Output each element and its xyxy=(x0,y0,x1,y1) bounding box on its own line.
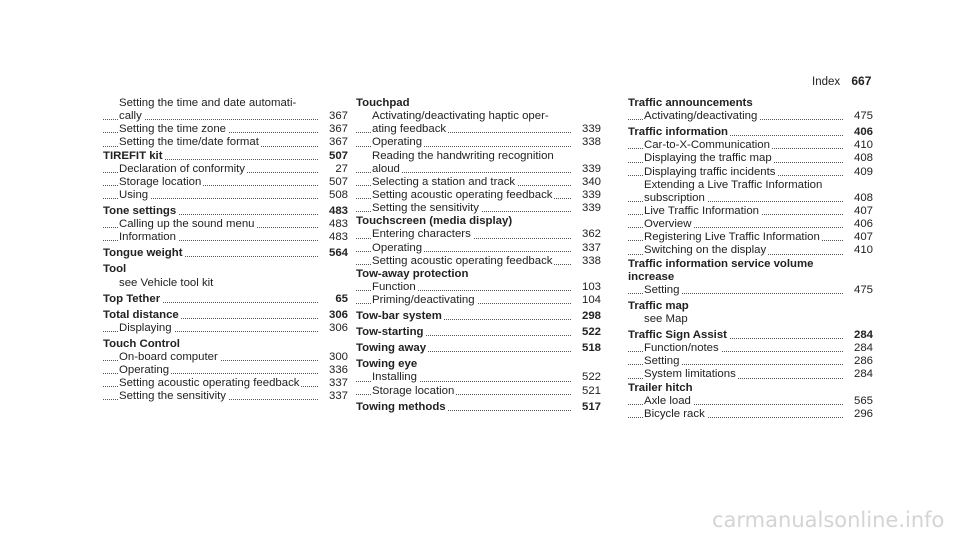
index-subentry xyxy=(628,368,873,381)
entry-text: Traffic map xyxy=(628,299,689,312)
entry-text: Tow-starting xyxy=(356,326,424,339)
entry-page-number[interactable]: 300 xyxy=(328,350,348,363)
entry-page-number[interactable]: 367 xyxy=(328,123,348,136)
index-heading xyxy=(628,382,873,395)
index-heading xyxy=(103,247,348,260)
entry-text: Bicycle rack xyxy=(644,407,705,420)
entry-text: Activating/deactivating xyxy=(644,110,758,123)
entry-text: Setting acoustic operating feedback xyxy=(372,254,553,267)
index-column-2 xyxy=(356,97,601,414)
entry-page-number[interactable]: 103 xyxy=(581,280,601,293)
entry-page-number[interactable]: 27 xyxy=(335,162,348,175)
entry-text: Touchpad xyxy=(356,97,410,109)
entry-text: Displaying the traffic map xyxy=(644,152,772,165)
entry-text: Storage location xyxy=(119,175,202,188)
entry-text: subscription xyxy=(644,191,705,204)
entry-page-number[interactable]: 406 xyxy=(853,218,873,231)
entry-text: Touch Control xyxy=(103,337,180,350)
entry-page-number[interactable]: 407 xyxy=(853,231,873,244)
entry-text: cally xyxy=(119,110,142,123)
index-heading xyxy=(628,258,873,271)
entry-text: TIREFIT kit xyxy=(103,149,163,162)
index-heading xyxy=(628,97,873,110)
entry-page-number[interactable]: 408 xyxy=(853,191,873,204)
entry-page-number[interactable]: 104 xyxy=(581,294,601,307)
entry-text: Function xyxy=(372,280,416,293)
entry-page-number[interactable]: 409 xyxy=(853,165,873,178)
index-subentry xyxy=(628,139,873,152)
entry-text: Tow-away protection xyxy=(356,267,469,280)
index-subentry xyxy=(103,218,348,231)
entry-text: Function/notes xyxy=(644,342,719,355)
entry-page-number[interactable]: 306 xyxy=(328,308,348,321)
entry-text: Setting xyxy=(644,355,680,368)
entry-page-number[interactable]: 336 xyxy=(328,364,348,377)
entry-text: Entering characters xyxy=(372,228,471,241)
index-subentry xyxy=(628,192,873,205)
index-subentry xyxy=(103,110,348,123)
index-subentry xyxy=(103,123,348,136)
entry-text: Tongue weight xyxy=(103,247,183,260)
entry-text: Top Tether xyxy=(103,292,161,305)
entry-page-number[interactable]: 339 xyxy=(581,202,601,215)
index-subentry xyxy=(356,136,601,149)
entry-text: Setting acoustic operating feedback xyxy=(372,188,553,201)
entry-page-number[interactable]: 565 xyxy=(853,394,873,407)
entry-page-number[interactable]: 407 xyxy=(853,205,873,218)
entry-page-number[interactable]: 298 xyxy=(581,310,601,323)
entry-text: Tool xyxy=(103,263,127,276)
index-heading xyxy=(103,293,348,306)
entry-text: Selecting a station and track xyxy=(372,175,516,188)
index-subentry xyxy=(103,322,348,335)
index-heading xyxy=(628,300,873,313)
entry-page-number[interactable]: 507 xyxy=(328,149,348,162)
header-label: Index xyxy=(812,76,841,88)
entry-page-number[interactable]: 65 xyxy=(335,292,348,305)
index-subentry xyxy=(628,342,873,355)
entry-text: Axle load xyxy=(644,394,691,407)
entry-page-number[interactable]: 284 xyxy=(853,342,873,355)
index-subentry xyxy=(628,205,873,218)
entry-page-number[interactable]: 564 xyxy=(328,247,348,260)
entry-text: Setting xyxy=(644,283,680,296)
index-subentry xyxy=(356,281,601,294)
entry-text: Setting the sensitivity xyxy=(119,390,226,403)
index-subentry xyxy=(628,244,873,257)
entry-page-number[interactable]: 483 xyxy=(328,205,348,218)
entry-page-number[interactable]: 339 xyxy=(581,162,601,175)
index-subentry xyxy=(103,189,348,202)
index-heading xyxy=(103,205,348,218)
index-heading xyxy=(628,329,873,342)
entry-page-number[interactable]: 338 xyxy=(581,136,601,149)
entry-text: Trailer hitch xyxy=(628,381,693,394)
entry-text: Setting the time/date format xyxy=(119,136,259,149)
index-subentry xyxy=(628,284,873,297)
entry-text: Tone settings xyxy=(103,205,177,218)
entry-page-number[interactable]: 338 xyxy=(581,254,601,267)
entry-text: Setting the sensitivity xyxy=(372,202,479,215)
index-heading xyxy=(103,338,348,351)
entry-page-number[interactable]: 367 xyxy=(328,110,348,123)
entry-page-number[interactable]: 521 xyxy=(581,384,601,397)
index-subentry xyxy=(628,408,873,421)
entry-page-number[interactable]: 340 xyxy=(581,175,601,188)
entry-text: Operating xyxy=(119,364,170,377)
entry-text: Displaying traffic incidents xyxy=(644,165,776,178)
entry-text: Operating xyxy=(372,136,423,149)
entry-text: System limitations xyxy=(644,368,736,381)
entry-text: Overview xyxy=(644,218,692,231)
index-subentry xyxy=(356,294,601,307)
watermark: carmanualsonline.info xyxy=(712,508,945,532)
entry-text: Towing away xyxy=(356,342,427,355)
index-heading xyxy=(356,310,601,323)
index-subentry xyxy=(103,351,348,364)
index-heading xyxy=(356,358,601,371)
entry-text: Registering Live Traffic Information xyxy=(644,231,820,244)
entry-page-number[interactable]: 406 xyxy=(853,126,873,139)
index-subentry xyxy=(628,166,873,179)
entry-page-number[interactable]: 408 xyxy=(853,152,873,165)
index-subentry xyxy=(356,176,601,189)
index-heading xyxy=(356,326,601,339)
entry-text: Extending a Live Traffic Information xyxy=(644,178,823,191)
entry-text: ating feedback xyxy=(372,123,447,136)
entry-page-number[interactable]: 286 xyxy=(853,355,873,368)
entry-text: see Vehicle tool kit xyxy=(119,276,214,289)
entry-page-number[interactable]: 337 xyxy=(328,390,348,403)
index-subentry xyxy=(356,202,601,215)
entry-text: Total distance xyxy=(103,308,179,321)
index-subentry xyxy=(356,189,601,202)
index-subentry xyxy=(628,355,873,368)
entry-text: Storage location xyxy=(372,384,455,397)
index-subentry xyxy=(628,218,873,231)
entry-text: Setting the time and date automati- xyxy=(119,97,297,109)
index-subentry xyxy=(103,231,348,244)
entry-text: Switching on the display xyxy=(644,244,767,257)
entry-text: Traffic Sign Assist xyxy=(628,329,727,342)
entry-text: Live Traffic Information xyxy=(644,205,760,218)
entry-page-number[interactable]: 337 xyxy=(581,241,601,254)
entry-page-number[interactable]: 522 xyxy=(581,371,601,384)
entry-page-number[interactable]: 284 xyxy=(853,368,873,381)
index-heading xyxy=(356,268,601,281)
index-subentry xyxy=(103,277,348,290)
index-subentry xyxy=(356,123,601,136)
index-subentry xyxy=(103,176,348,189)
entry-page-number[interactable]: 522 xyxy=(581,326,601,339)
entry-page-number[interactable]: 517 xyxy=(581,400,601,413)
entry-text: Installing xyxy=(372,371,417,384)
index-subentry xyxy=(628,313,873,326)
entry-page-number[interactable]: 483 xyxy=(328,231,348,244)
entry-text: Towing eye xyxy=(356,358,418,371)
index-subentry xyxy=(356,150,601,163)
index-heading xyxy=(356,97,601,110)
entry-text: Traffic announcements xyxy=(628,97,753,109)
entry-text: Reading the handwriting recognition xyxy=(372,149,554,162)
index-heading xyxy=(628,126,873,139)
entry-text: Information xyxy=(119,231,176,244)
entry-page-number[interactable]: 410 xyxy=(853,139,873,152)
entry-page-number[interactable]: 410 xyxy=(853,244,873,257)
entry-text: increase xyxy=(628,270,675,283)
index-heading xyxy=(628,271,873,284)
index-subentry xyxy=(356,255,601,268)
entry-text: Activating/deactivating haptic oper- xyxy=(372,110,549,123)
entry-page-number[interactable]: 296 xyxy=(853,407,873,420)
entry-text: see Map xyxy=(644,313,688,326)
entry-page-number[interactable]: 518 xyxy=(581,342,601,355)
entry-text: Traffic information service volume xyxy=(628,257,814,270)
entry-page-number[interactable]: 475 xyxy=(853,110,873,123)
index-subentry xyxy=(103,377,348,390)
index-heading xyxy=(356,215,601,228)
index-subentry xyxy=(103,364,348,377)
index-heading xyxy=(103,150,348,163)
index-subentry xyxy=(356,110,601,123)
entry-page-number[interactable]: 339 xyxy=(581,123,601,136)
entry-text: Car-to-X-Communication xyxy=(644,139,770,152)
entry-page-number[interactable]: 483 xyxy=(328,218,348,231)
entry-text: Operating xyxy=(372,241,423,254)
entry-text: Towing methods xyxy=(356,400,446,413)
index-subentry xyxy=(356,371,601,384)
entry-page-number[interactable]: 339 xyxy=(581,188,601,201)
entry-text: Priming/deactivating xyxy=(372,294,475,307)
index-heading xyxy=(356,401,601,414)
index-heading xyxy=(103,263,348,276)
entry-page-number[interactable]: 508 xyxy=(328,188,348,201)
index-subentry xyxy=(628,179,873,192)
index-subentry xyxy=(356,242,601,255)
entry-page-number[interactable]: 507 xyxy=(328,175,348,188)
entry-page-number[interactable]: 306 xyxy=(328,321,348,334)
page-number: 667 xyxy=(851,74,872,88)
entry-text: Setting acoustic operating feedback xyxy=(119,377,300,390)
entry-page-number[interactable]: 337 xyxy=(328,377,348,390)
index-subentry xyxy=(356,385,601,398)
index-subentry xyxy=(628,110,873,123)
entry-page-number[interactable]: 284 xyxy=(853,329,873,342)
entry-text: On-board computer xyxy=(119,350,218,363)
index-subentry xyxy=(103,97,348,110)
index-subentry xyxy=(103,390,348,403)
entry-text: Setting the time zone xyxy=(119,123,227,136)
entry-page-number[interactable]: 362 xyxy=(581,228,601,241)
entry-page-number[interactable]: 367 xyxy=(328,136,348,149)
index-subentry xyxy=(356,163,601,176)
index-subentry xyxy=(628,152,873,165)
entry-text: Using xyxy=(119,188,149,201)
entry-text: aloud xyxy=(372,162,400,175)
index-subentry xyxy=(356,228,601,241)
entry-text: Calling up the sound menu xyxy=(119,218,255,231)
entry-text: Tow-bar system xyxy=(356,310,442,323)
index-heading xyxy=(356,342,601,355)
entry-text: Traffic information xyxy=(628,126,728,139)
index-heading xyxy=(103,309,348,322)
page-header xyxy=(812,74,871,88)
entry-text: Displaying xyxy=(119,321,172,334)
index-subentry xyxy=(628,231,873,244)
index-subentry xyxy=(103,163,348,176)
index-subentry xyxy=(103,136,348,149)
index-column-1 xyxy=(103,97,348,403)
entry-text: Declaration of conformity xyxy=(119,162,245,175)
index-subentry xyxy=(628,395,873,408)
index-column-3 xyxy=(628,97,873,421)
entry-page-number[interactable]: 475 xyxy=(853,283,873,296)
entry-text: Touchscreen (media display) xyxy=(356,215,513,228)
